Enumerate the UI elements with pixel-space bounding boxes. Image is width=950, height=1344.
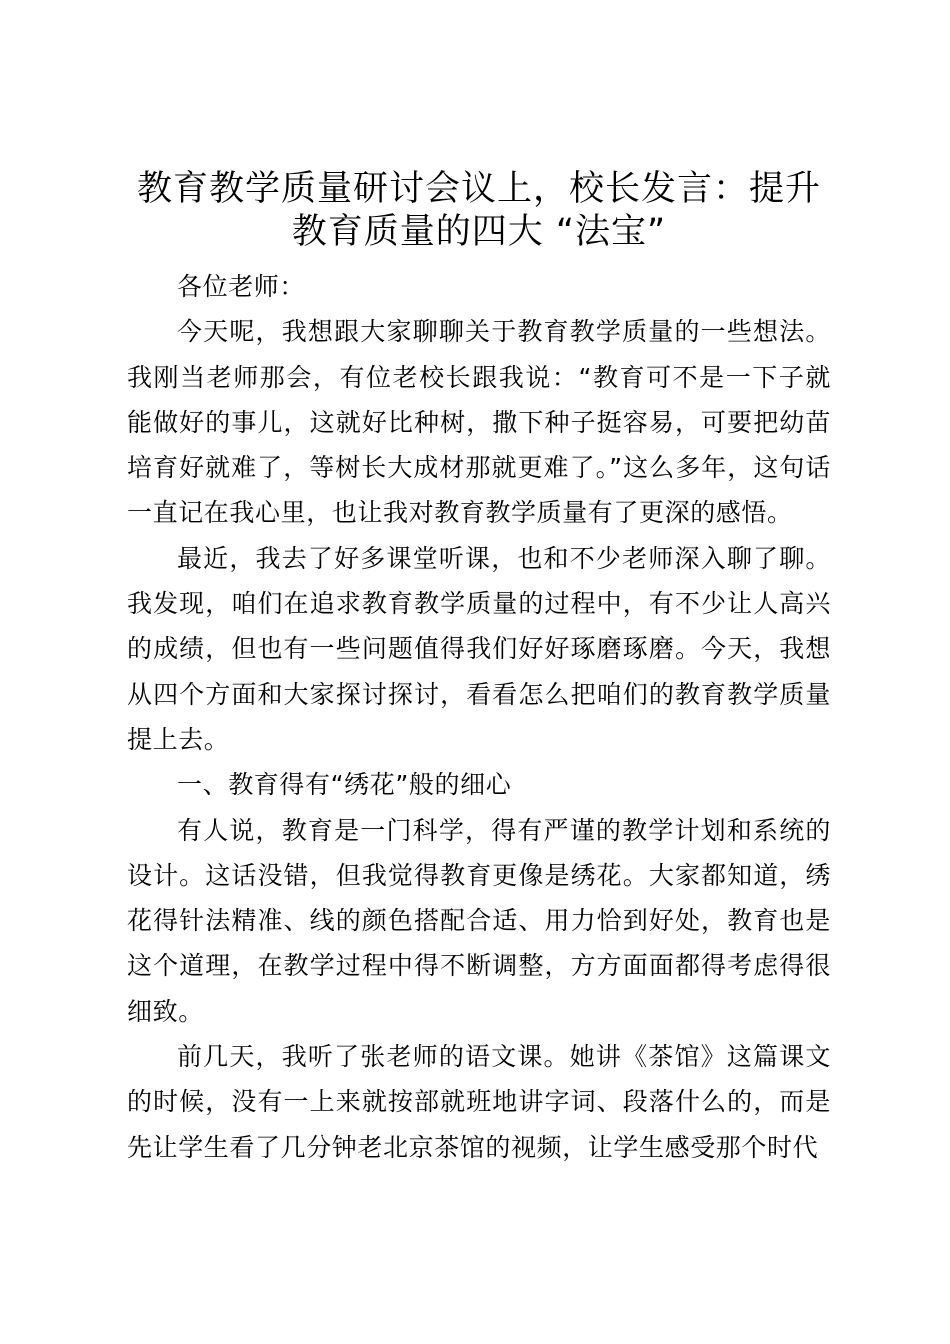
document-body: [127, 264, 831, 1170]
body-paragraph: 前几天，我听了张老师的语文课。她讲《茶馆》这篇课文的时候，没有一上来就按部就班地讲字词、段落什么的，而是先让学生看了几分钟老北京茶馆的视频，让学生感受那个时代: [127, 1042, 831, 1162]
body-paragraph: 最近，我去了好多课堂听课，也和不少老师深入聊了聊。我发现，咱们在追求教育教学质量的过程中，有不少让人高兴的成绩，但也有一些问题值得我们好好琢磨琢磨。今天，我想从四个方面和大家探讨探讨，看看怎么把咱们的教育教学质量提上去。: [127, 543, 831, 754]
document-title: 教育教学质量研讨会议上，校长发言：提升教育质量的四大 “法宝”: [136, 169, 821, 252]
body-paragraph: 今天呢，我想跟大家聊聊关于教育教学质量的一些想法。我刚当老师那会，有位老校长跟我说：“教育可不是一下子就能做好的事儿，这就好比种树，撒下种子挺容易，可要把幼苗培育好就难了，等树长大成材那就更难了。”这么多年，这句话一直记在我心里，也让我对教育教学质量有了更深的感悟。: [127, 317, 831, 528]
section-heading: 一、教育得有“绣花”般的细心: [177, 770, 512, 800]
document-page: [127, 168, 831, 1170]
salutation: 各位老师：: [177, 272, 306, 301]
body-paragraph: 有人说，教育是一门科学，得有严谨的教学计划和系统的设计。这话没错，但我觉得教育更像是绣花。大家都知道，绣花得针法精准、线的颜色搭配合适、用力恰到好处，教育也是这个道理，在教学过程中得不断调整，方方面面都得考虑得很细致。: [127, 815, 831, 1026]
